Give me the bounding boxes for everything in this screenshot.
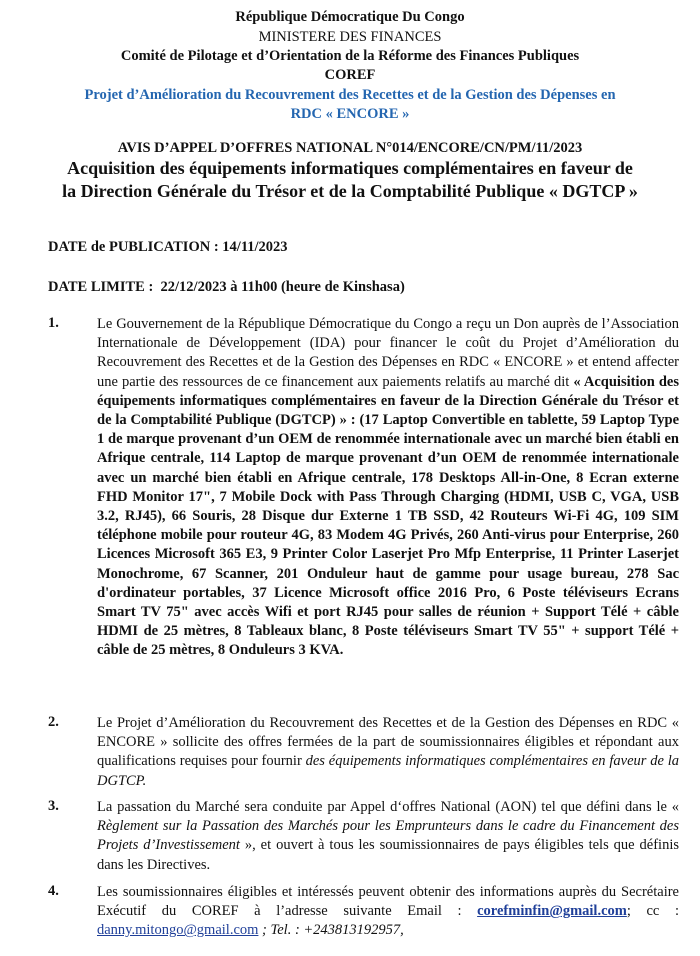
- project-name-line2: RDC « ENCORE »: [290, 106, 410, 122]
- paragraph-3-text-b: », et ouvert à tous les soumissionnaires de pays éligibles tels que définis dans les Directives.: [97, 837, 679, 873]
- paragraph-4-telephone: ; Tel. : +243813192957,: [262, 922, 404, 939]
- paragraph-2: [97, 714, 679, 791]
- paragraph-2-italic: des équipements informatiques complémentaires en faveur de la DGTCP.: [97, 753, 680, 789]
- paragraph-4: [97, 883, 679, 941]
- paragraph-3-regulation-title: Règlement sur la Passation des Marchés pour les Emprunteurs dans le cadre du Financement des Projets d’Investissement: [97, 818, 679, 854]
- paragraph-2-text: Le Projet d’Amélioration du Recouvrement des Recettes et de la Gestion des Dépenses en RDC « ENCORE » sollicite des offres fermées de la part de soumissionnaires éligibles et répondant aux qualifications requises pour fournir: [97, 715, 679, 770]
- publication-date: [48, 239, 288, 256]
- deadline-value: 22/12/2023 à 11h00 (heure de Kinshasa): [160, 279, 405, 295]
- paragraph-3: [97, 798, 679, 875]
- project-name-line1: Projet d’Amélioration du Recouvrement des Recettes et de la Gestion des Dépenses en: [84, 87, 616, 103]
- publication-date-label: DATE de PUBLICATION :: [48, 239, 219, 255]
- committee-acronym: COREF: [324, 67, 376, 83]
- notice-object-line2: la Direction Générale du Trésor et de la Comptabilité Publique « DGTCP »: [62, 181, 638, 201]
- email-link-coref[interactable]: corefminfin@gmail.com: [477, 903, 627, 920]
- paragraph-1: [97, 315, 679, 661]
- ministry-name: MINISTERE DES FINANCES: [258, 29, 442, 45]
- committee-name: Comité de Pilotage et d’Orientation de la Réforme des Finances Publiques: [120, 48, 580, 64]
- paragraph-number-1: 1.: [48, 315, 59, 331]
- deadline-date: [48, 279, 405, 296]
- paragraph-4-text: Les soumissionnaires éligibles et intéressés peuvent obtenir des informations auprès du Secrétaire Exécutif du COREF à l’adresse suivante Email :: [97, 884, 679, 920]
- deadline-label: DATE LIMITE :: [48, 279, 154, 295]
- notice-reference: AVIS D’APPEL D’OFFRES NATIONAL N°014/ENCORE/CN/PM/11/2023: [117, 140, 583, 156]
- paragraph-number-3: 3.: [48, 798, 59, 814]
- paragraph-number-4: 4.: [48, 883, 59, 899]
- email-link-cc[interactable]: danny.mitongo@gmail.com: [97, 922, 259, 939]
- publication-date-value: 14/11/2023: [222, 239, 288, 255]
- paragraph-1-equipment-list: « Acquisition des équipements informatiques complémentaires en faveur de la Direction Générale du Trésor et de la Comptabilité Publique (DGTCP) » : (17 Laptop Convertible en tablette, 59 Laptop Type 1 de marque provenant d’un OEM de renommée internationale avec un marché bien établi en Afrique centrale, 114 Laptop de marque provenant d’un OEM de renommée internationale avec un marché bien établi en Afrique centrale, 178 Desktops All-in-One, 8 Ecran externe FHD Monitor 17", 7 Mobile Dock with Pass Through Charging (HDMI, USB C, VGA, USB 3.2, RJ45), 66 Souris, 28 Disque dur Externe 1 TB SSD, 42 Routeurs Wi-Fi 4G, 109 SIM téléphone mobile pour routeur 4G, 83 Modem 4G Privés, 260 Anti-virus pour Enterprise, 260 Licences Microsoft 365 E3, 9 Printer Color Laserjet Pro Mfp Enterprise, 11 Printer Laserjet Monochrome, 67 Scanner, 201 Onduleur haut de gamme pour usage bureau, 278 Sac d'ordinateur portables, 37 Licence Microsoft office 2016 Pro, 6 Poste téléviseurs Ecrans Smart TV 75" avec accès Wifi et port RJ45 pour salles de réunion + Support Télé + câble HDMI de 25 mètres, 8 Tableaux blanc, 8 Poste téléviseurs Smart TV 55" + support Télé + câble de 25 mètres, 8 Onduleurs 3 KVA.: [97, 373, 680, 659]
- paragraph-number-2: 2.: [48, 714, 59, 730]
- paragraph-1-intro: Le Gouvernement de la République Démocratique du Congo a reçu un Don auprès de l’Association Internationale de Développement (IDA) pour financer le coût du Projet d’Amélioration du Recouvrement des Recettes et de la Gestion des Dépenses en RDC « ENCORE » et entend affecter une partie des ressources de ce financement aux paiements relatifs au marché dit: [97, 316, 679, 390]
- paragraph-4-cc: ; cc :: [626, 903, 679, 920]
- country-name: République Démocratique Du Congo: [235, 9, 465, 25]
- notice-object-line1: Acquisition des équipements informatiques complémentaires en faveur de: [67, 158, 633, 178]
- paragraph-3-text-a: La passation du Marché sera conduite par Appel d‘offres National (AON) tel que défini dans le «: [97, 799, 679, 815]
